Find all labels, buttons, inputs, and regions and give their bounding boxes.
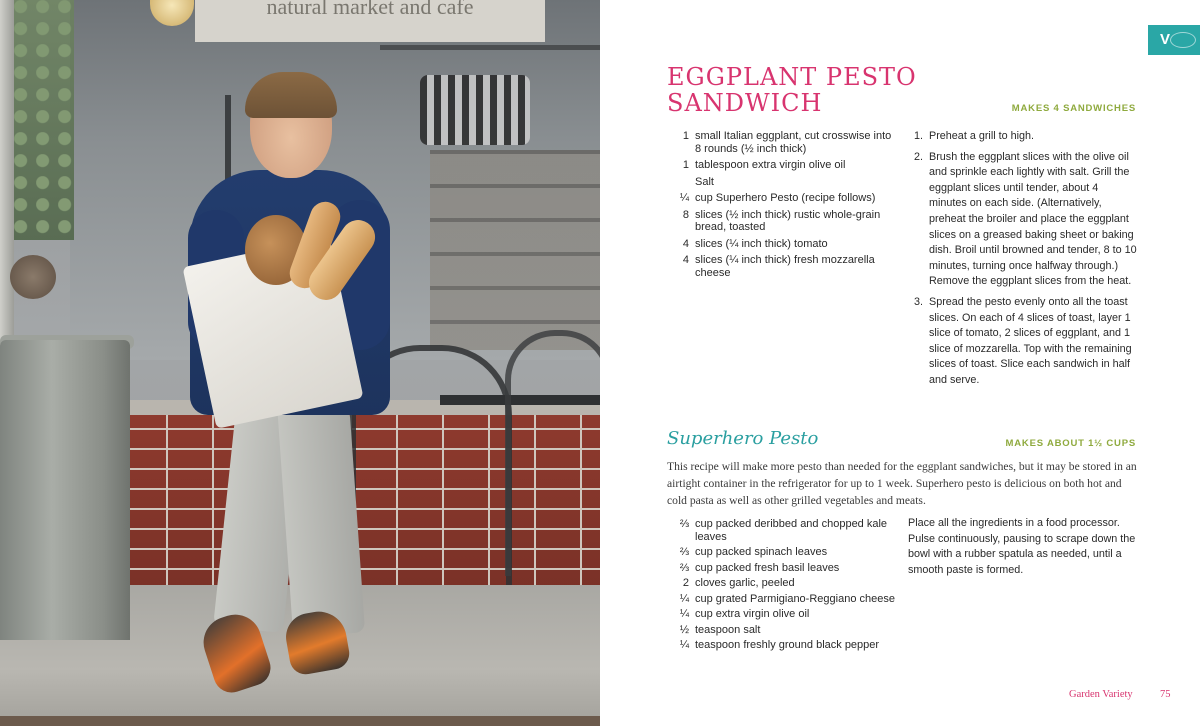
- shop-sign: natural market and cafe: [195, 0, 545, 42]
- ivy: [14, 0, 74, 240]
- footer-section-name: Garden Variety: [1069, 689, 1133, 700]
- ingredient-item: ¼ cup Superhero Pesto (recipe follows): [679, 192, 876, 204]
- spigot: [10, 255, 56, 299]
- pesto-title: Superhero Pesto: [667, 428, 819, 449]
- ingredient-item: ¼ cup grated Parmigiano-Reggiano cheese: [679, 592, 895, 605]
- pesto-ingredient-list: [667, 518, 907, 655]
- ingredient-item: ¼ teaspoon freshly ground black pepper: [679, 639, 880, 651]
- ingredient-item: 2 cloves garlic, peeled: [682, 577, 795, 589]
- ingredient-item: 4 slices (¼ inch thick) tomato: [682, 237, 828, 250]
- pesto-yield: MAKES ABOUT 1½ CUPS: [1005, 438, 1136, 449]
- ingredient-item: ⅔ cup packed fresh basil leaves: [679, 561, 840, 574]
- ingredient-list: [667, 130, 897, 283]
- ingredient-item: 4 slices (¼ inch thick) fresh mozzarella cheese: [682, 254, 875, 279]
- zebra-print: [420, 75, 530, 145]
- method-steps: [914, 129, 1139, 394]
- pesto-method: Place all the ingredients in a food processor. Pulse continuously, pausing to scrape down the bowl with a rubber spatula as needed, until a smooth paste is formed.: [908, 517, 1136, 576]
- ingredient-item: ½ teaspoon salt: [679, 623, 761, 636]
- recipe-title: EGGPLANT PESTO SANDWICH: [667, 63, 917, 117]
- method-step: 3. Spread the pesto evenly onto all the toast slices. On each of 4 slices of toast, layer 1 slice of tomato, 2 slices of eggplant, and 1 slice of mozzarella. Top with the remaining slices of toast. Slice each sandwich in half and serve.: [914, 295, 1132, 386]
- recipe-yield: MAKES 4 SANDWICHES: [1011, 103, 1136, 114]
- ingredient-item: ⅔ cup packed spinach leaves: [679, 546, 828, 558]
- cafe-chair: [505, 330, 600, 576]
- leaf-icon: [1170, 32, 1196, 48]
- method-step: 1. Preheat a grill to high.: [914, 130, 1035, 142]
- page-number: 75: [1160, 689, 1171, 700]
- pesto-intro: This recipe will make more pesto than needed for the eggplant sandwiches, but it may be stored in an airtight container in the refrigerator for up to 1 week. Superhero pesto is delicious on both hot and cold pasta as well as other grilled vegetables and meats.: [667, 460, 1137, 507]
- ingredient-item: ¼ cup extra virgin olive oil: [679, 608, 810, 620]
- window-frame: [380, 45, 600, 50]
- ingredient-item: Salt: [695, 175, 714, 188]
- shelf: [430, 150, 600, 350]
- badge-letter: V: [1160, 31, 1171, 48]
- ingredient-item: 1 small Italian eggplant, cut crosswise into 8 rounds (½ inch thick): [682, 130, 892, 155]
- ingredient-item: 1 tablespoon extra virgin olive oil: [682, 159, 846, 171]
- curb: [0, 716, 600, 726]
- method-step: 2. Brush the eggplant slices with the olive oil and sprinkle each lightly with salt. Grill the eggplant slices until tender, about 4 minutes on each side. (Alternatively, preheat the broiler and place the eggplant slices on a greased baking sheet or baking dish. Broil until browned and tender, 8 to 10 minutes, turning once halfway through.) Remove the eggplant slices from the heat.: [914, 150, 1137, 288]
- vegetarian-badge: [1148, 25, 1200, 55]
- ingredient-item: 8 slices (½ inch thick) rustic whole-grain bread, toasted: [682, 208, 881, 233]
- trash-can: [0, 340, 130, 640]
- ingredient-item: ⅔ cup packed deribbed and chopped kale leaves: [679, 518, 888, 543]
